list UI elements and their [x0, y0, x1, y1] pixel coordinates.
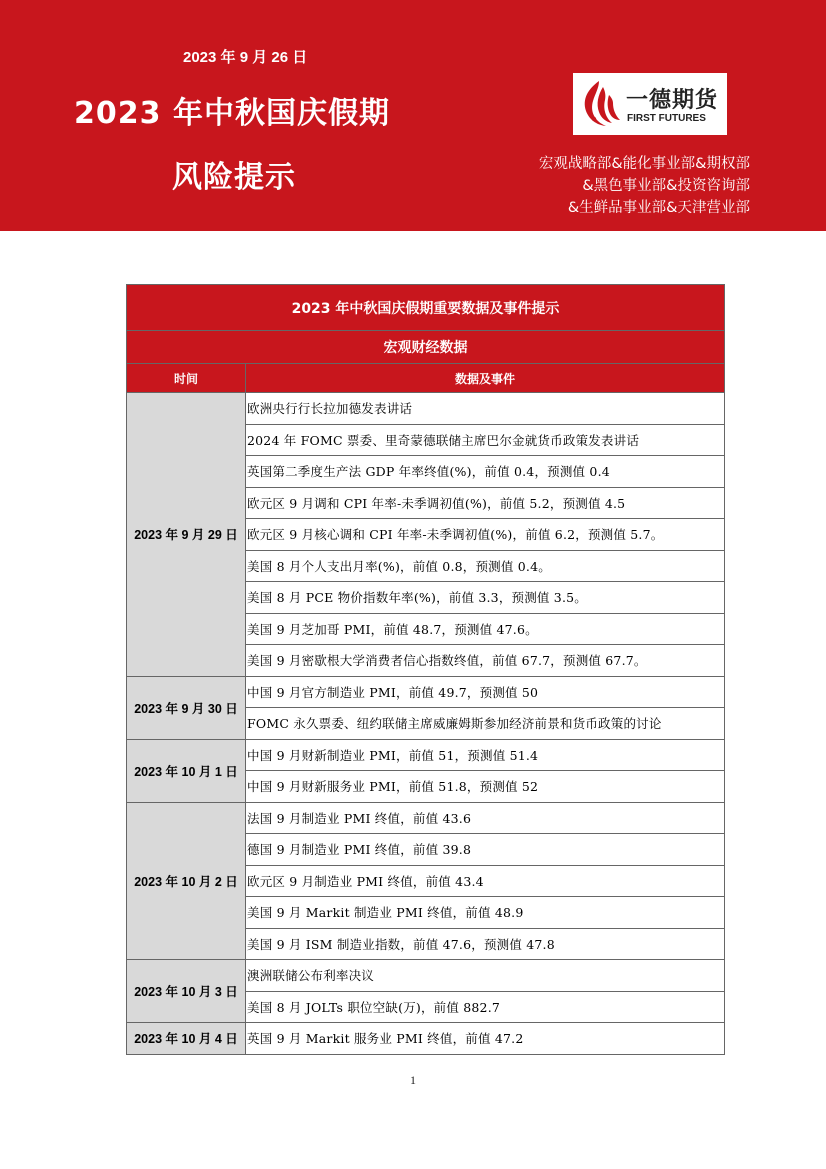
report-title-line2: 风险提示: [172, 160, 296, 195]
report-title-line1: 2023 年中秋国庆假期: [74, 96, 390, 131]
events-table: [126, 284, 725, 1055]
event-cell: 美国 9 月芝加哥 PMI，前值 48.7，预测值 47.6。: [246, 613, 725, 645]
event-cell: 澳洲联储公布利率决议: [246, 960, 725, 992]
column-header-time: 时间: [127, 364, 246, 393]
event-cell: 德国 9 月制造业 PMI 终值，前值 39.8: [246, 834, 725, 866]
date-cell: 2023 年 10 月 3 日: [127, 960, 246, 1023]
date-cell: 2023 年 10 月 2 日: [127, 802, 246, 960]
event-cell: 美国 9 月 ISM 制造业指数，前值 47.6，预测值 47.8: [246, 928, 725, 960]
date-cell: 2023 年 9 月 30 日: [127, 676, 246, 739]
table-row: [127, 802, 725, 834]
department-line: 宏观战略部&能化事业部&期权部: [538, 156, 750, 172]
table-row: [127, 676, 725, 708]
table-row: [127, 960, 725, 992]
event-cell: FOMC 永久票委、纽约联储主席威廉姆斯参加经济前景和货币政策的讨论: [246, 708, 725, 740]
report-date: 2023 年 9 月 26 日: [183, 49, 308, 66]
event-cell: 中国 9 月财新服务业 PMI，前值 51.8，预测值 52: [246, 771, 725, 803]
header-banner: [0, 0, 826, 231]
table-row: [127, 393, 725, 425]
company-logo: [573, 73, 727, 135]
event-cell: 中国 9 月财新制造业 PMI，前值 51，预测值 51.4: [246, 739, 725, 771]
table-row: [127, 739, 725, 771]
date-cell: 2023 年 10 月 4 日: [127, 1023, 246, 1055]
event-cell: 2024 年 FOMC 票委、里奇蒙德联储主席巴尔金就货币政策发表讲话: [246, 424, 725, 456]
table-row: [127, 1023, 725, 1055]
date-cell: 2023 年 10 月 1 日: [127, 739, 246, 802]
table-title: 2023 年中秋国庆假期重要数据及事件提示: [127, 285, 725, 331]
event-cell: 欧洲央行行长拉加德发表讲话: [246, 393, 725, 425]
event-cell: 中国 9 月官方制造业 PMI，前值 49.7，预测值 50: [246, 676, 725, 708]
event-cell: 欧元区 9 月调和 CPI 年率-未季调初值(%)，前值 5.2，预测值 4.5: [246, 487, 725, 519]
event-cell: 美国 8 月 JOLTs 职位空缺(万)，前值 882.7: [246, 991, 725, 1023]
event-cell: 美国 8 月个人支出月率(%)，前值 0.8，预测值 0.4。: [246, 550, 725, 582]
departments: [539, 153, 750, 219]
page-number: 1: [410, 1073, 416, 1087]
event-cell: 欧元区 9 月核心调和 CPI 年率-未季调初值(%)，前值 6.2，预测值 5.7。: [246, 519, 725, 551]
table-header-row: [127, 364, 725, 393]
event-cell: 法国 9 月制造业 PMI 终值，前值 43.6: [246, 802, 725, 834]
event-cell: 美国 9 月密歇根大学消费者信心指数终值，前值 67.7，预测值 67.7。: [246, 645, 725, 677]
date-cell: 2023 年 9 月 29 日: [127, 393, 246, 677]
event-cell: 美国 9 月 Markit 制造业 PMI 终值，前值 48.9: [246, 897, 725, 929]
event-cell: 英国 9 月 Markit 服务业 PMI 终值，前值 47.2: [246, 1023, 725, 1055]
department-line: &黑色事业部&投资咨询部: [582, 178, 750, 194]
event-cell: 欧元区 9 月制造业 PMI 终值，前值 43.4: [246, 865, 725, 897]
table-section-title: 宏观财经数据: [127, 331, 725, 364]
table-section-row: [127, 331, 725, 364]
flame-logo-icon: [576, 79, 622, 129]
column-header-events: 数据及事件: [246, 364, 725, 393]
event-cell: 英国第二季度生产法 GDP 年率终值(%)，前值 0.4，预测值 0.4: [246, 456, 725, 488]
table-title-row: [127, 285, 725, 331]
event-cell: 美国 8 月 PCE 物价指数年率(%)，前值 3.3，预测值 3.5。: [246, 582, 725, 614]
logo-name-en: FIRST FUTURES: [627, 113, 706, 124]
department-line: &生鲜品事业部&天津营业部: [567, 200, 750, 216]
logo-name-cn: 一德期货: [626, 88, 719, 113]
